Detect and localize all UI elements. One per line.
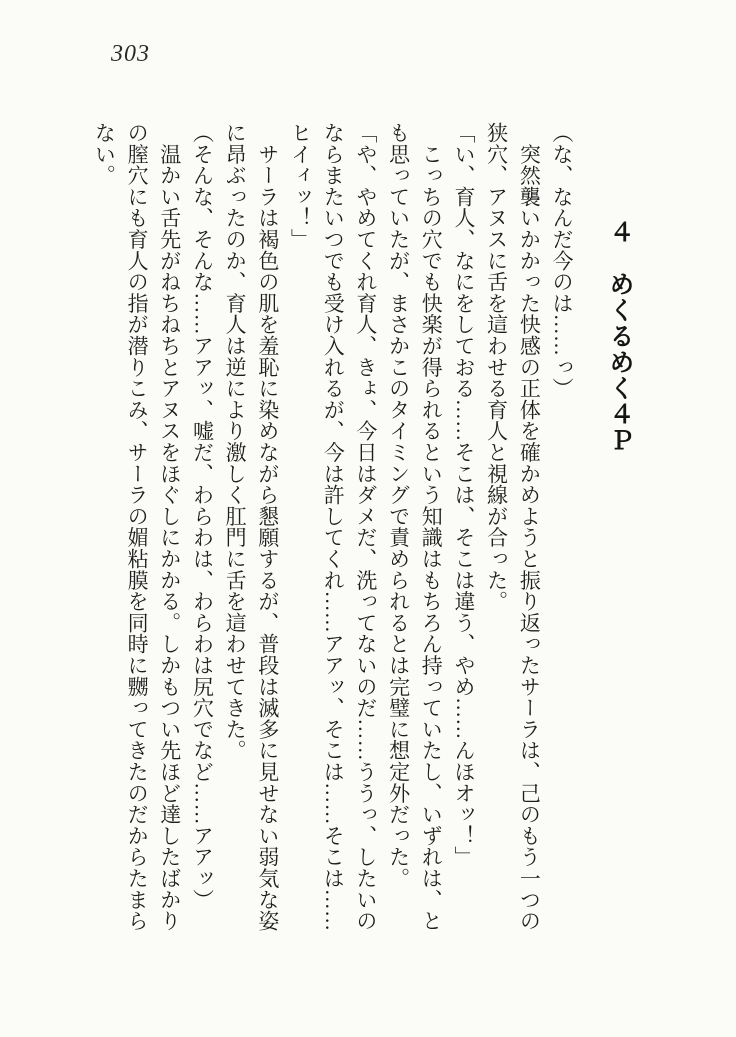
chapter-heading: ４ めくるめく４Ｐ xyxy=(606,219,633,453)
text-column: ならまたいつでも受け入れるが、今は許してくれ……アアッ、そこは……そこは…… xyxy=(321,122,346,932)
text-body xyxy=(88,122,578,962)
text-column: ない。 xyxy=(92,122,117,186)
text-column: （そんな、そんな……アアッ、嘘だ、わらわは、わらわは尻穴でなど……アアッ） xyxy=(190,122,215,911)
text-column: 温かい舌先がねちねちとアヌスをほぐしにかかる。しかもつい先ほど達したばかり xyxy=(157,122,182,932)
text-column: こっちの穴でも快楽が得られるという知識はもちろん持っていたし、いずれは、と xyxy=(419,122,444,932)
text-column: に昂ぶったのか、育人は逆により激しく肛門に舌を這わせてきた。 xyxy=(223,122,248,761)
text-column: 狭穴、アヌスに舌を這わせる育人と視線が合った。 xyxy=(484,122,509,612)
text-column: 突然襲いかかった快感の正体を確かめようと振り返ったサーラは、己のもう一つの xyxy=(517,122,542,932)
text-column: 「や、やめてくれ育人、きょ、今日はダメだ、洗ってないのだ……ううっ、したいの xyxy=(353,122,378,932)
text-column: サーラは褐色の肌を羞恥に染めながら懇願するが、普段は滅多に見せない弱気な姿 xyxy=(255,122,280,932)
text-column: 「い、育人、なにをしておる……そこは、そこは違う、やめ……んほオッ！」 xyxy=(451,122,476,868)
text-column: （な、なんだ今のは……っ） xyxy=(550,122,574,399)
text-column: も思っていたが、まさかこのタイミングで責められるとは完璧に想定外だった。 xyxy=(386,122,411,889)
text-column: ヒイィッ！」 xyxy=(288,122,313,250)
page-number: 303 xyxy=(111,41,150,67)
text-column: の膣穴にも育人の指が潜りこみ、サーラの媚粘膜を同時に嬲ってきたのだからたまら xyxy=(125,122,150,932)
